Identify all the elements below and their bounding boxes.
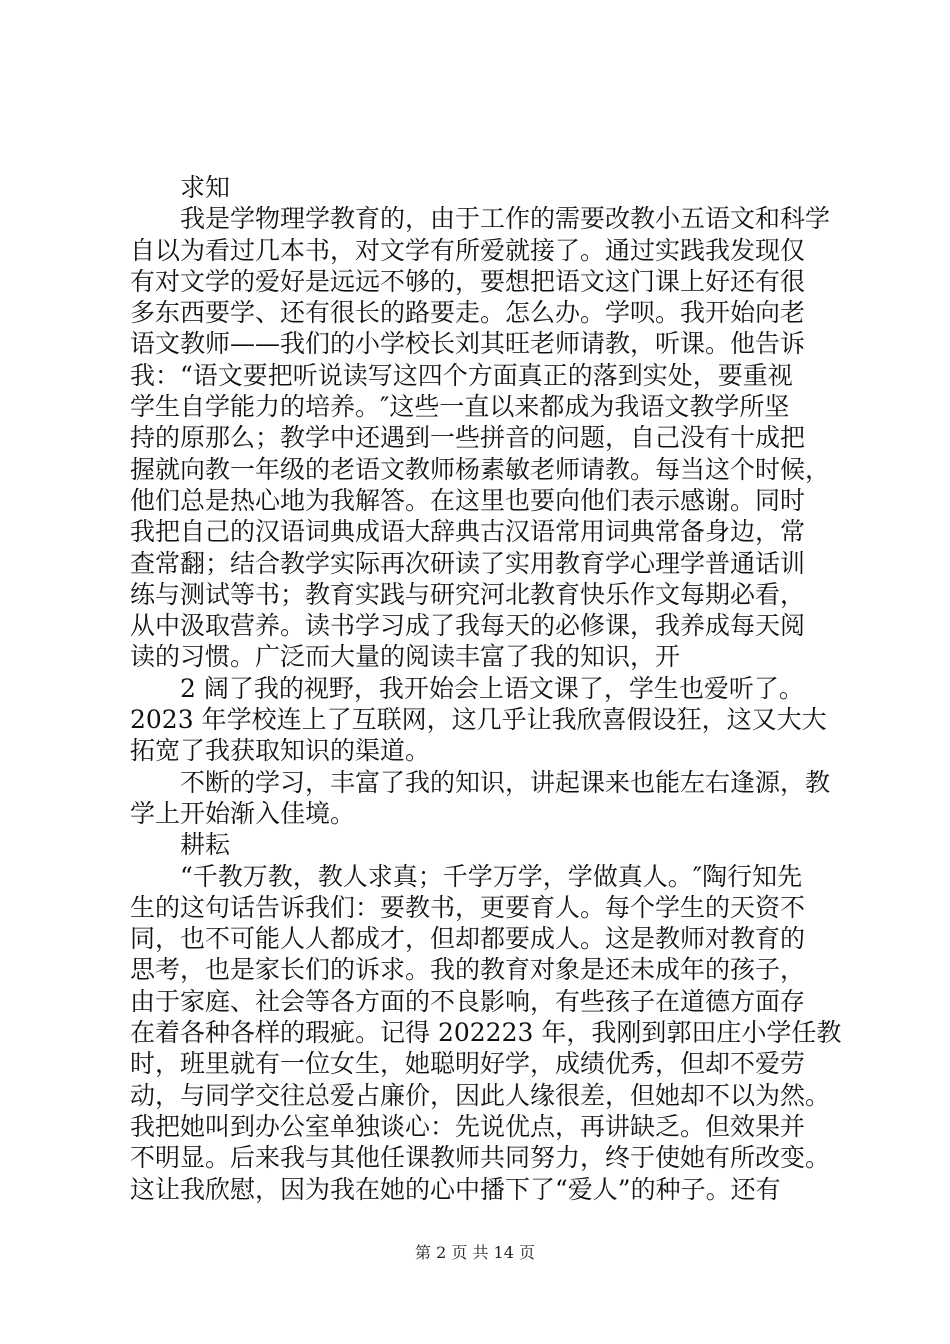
paragraph-line: 语文教师——我们的小学校长刘其旺老师请教，听课。他告诉 xyxy=(130,329,806,359)
paragraph-line: 由于家庭、社会等各方面的不良影响，有些孩子在道德方面存 xyxy=(130,986,806,1016)
body-text xyxy=(130,172,842,1205)
paragraph-line: 自以为看过几本书，对文学有所爱就接了。通过实践我发现仅 xyxy=(130,235,806,265)
paragraph-line: 2 阔了我的视野，我开始会上语文课了，学生也爱听了。 xyxy=(180,673,804,703)
paragraph-line: 学生自学能力的培养。″这些一直以来都成为我语文教学所坚 xyxy=(130,392,790,422)
paragraph-line: 同，也不可能人人都成才，但却都要成人。这是教师对教育的 xyxy=(130,924,806,954)
paragraph-line: 我：“语文要把听说读写这四个方面真正的落到实处，要重视 xyxy=(130,360,793,390)
paragraph-line: 不断的学习，丰富了我的知识，讲起课来也能左右逢源，教 xyxy=(180,767,831,797)
paragraph-line: 动，与同学交往总爱占廉价，因此人缘很差，但她却不以为然。 xyxy=(130,1080,831,1110)
paragraph-line: 查常翻；结合教学实际再次研读了实用教育学心理学普通话训 xyxy=(130,548,806,578)
paragraph-line: 练与测试等书；教育实践与研究河北教育快乐作文每期必看， xyxy=(130,579,806,609)
paragraph-line: 拓宽了我获取知识的渠道。 xyxy=(130,736,431,766)
paragraph-line: 读的习惯。广泛而大量的阅读丰富了我的知识，开 xyxy=(130,642,681,672)
paragraph-line: 2023 年学校连上了互联网，这几乎让我欣喜假设狂，这又大大 xyxy=(130,705,827,735)
page-footer xyxy=(0,1240,950,1263)
section-heading-qiuzhi: 求知 xyxy=(180,173,231,202)
paragraph-line: 思考，也是家长们的诉求。我的教育对象是还未成年的孩子， xyxy=(130,955,806,985)
paragraph-line: 我是学物理学教育的，由于工作的需要改教小五语文和科学 xyxy=(180,204,831,234)
paragraph-line: 他们总是热心地为我解答。在这里也要向他们表示感谢。同时 xyxy=(130,485,806,515)
paragraph-line: “千教万教，教人求真；千学万学，学做真人。″陶行知先 xyxy=(180,861,803,891)
paragraph-line: 多东西要学、还有很长的路要走。怎么办。学呗。我开始向老 xyxy=(130,298,806,328)
paragraph-line: 持的原那么；教学中还遇到一些拼音的问题，自己没有十成把 xyxy=(130,423,806,453)
paragraph-line: 时，班里就有一位女生，她聪明好学，成绩优秀，但却不爱劳 xyxy=(130,1049,806,1079)
paragraph-line: 生的这句话告诉我们：要教书，更要育人。每个学生的天资不 xyxy=(130,892,806,922)
paragraph-line: 不明显。后来我与其他任课教师共同努力，终于使她有所改变。 xyxy=(130,1143,831,1173)
paragraph-line: 握就向教一年级的老语文教师杨素敏老师请教。每当这个时候， xyxy=(130,454,831,484)
paragraph-line: 学上开始渐入佳境。 xyxy=(130,798,356,828)
paragraph-line: 在着各种各样的瑕疵。记得 202223 年，我刚到郭田庄小学任教 xyxy=(130,1018,842,1048)
paragraph-line: 我把自己的汉语词典成语大辞典古汉语常用词典常备身边，常 xyxy=(130,517,806,547)
paragraph-line: 我把她叫到办公室单独谈心：先说优点，再讲缺乏。但效果并 xyxy=(130,1111,806,1141)
paragraph-line: 从中汲取营养。读书学习成了我每天的必修课，我养成每天阅 xyxy=(130,611,806,641)
paragraph-line: 有对文学的爱好是远远不够的，要想把语文这门课上好还有很 xyxy=(130,266,806,296)
section-heading-gengyun: 耕耘 xyxy=(180,830,231,860)
page-number-label: 第 2 页 共 14 页 xyxy=(415,1243,535,1262)
paragraph-line: 这让我欣慰，因为我在她的心中播下了“爱人”的种子。还有 xyxy=(130,1174,781,1204)
